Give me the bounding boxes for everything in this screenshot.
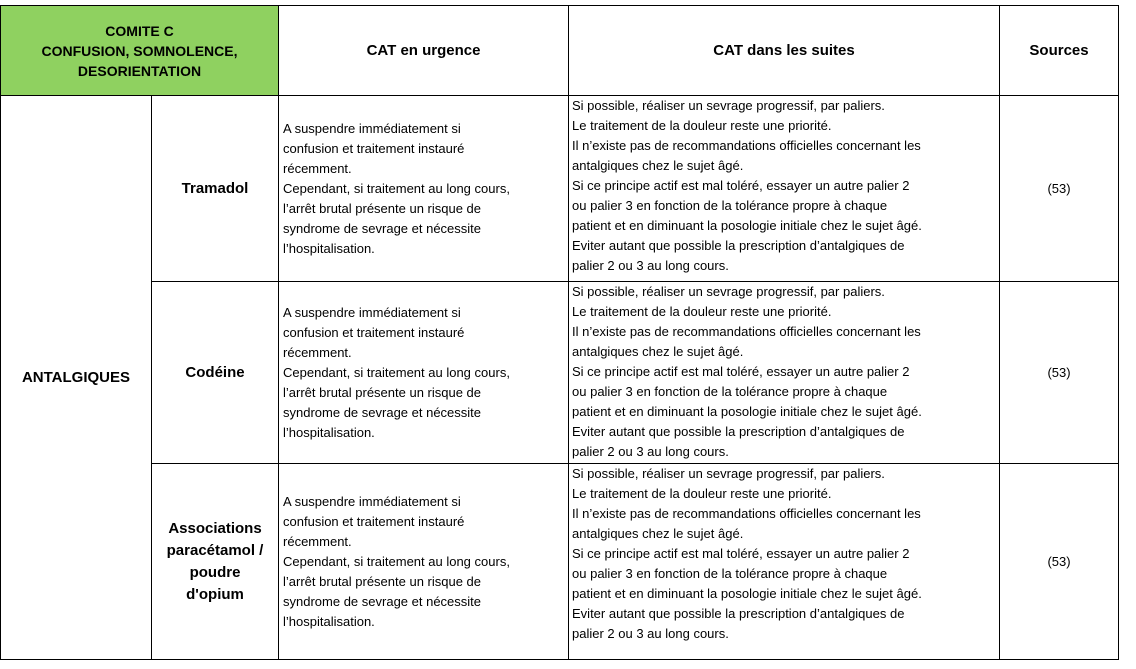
text-line: patient et en diminuant la posologie initiale chez le sujet âgé. — [572, 218, 922, 233]
urgence-cell — [279, 96, 569, 282]
category-cell: ANTALGIQUES — [1, 96, 152, 660]
drug-name-line: d'opium — [186, 585, 244, 603]
text-line: antalgiques chez le sujet âgé. — [572, 344, 744, 359]
drug-name-line: paracétamol / — [166, 541, 264, 559]
text-line: Le traitement de la douleur reste une priorité. — [572, 486, 832, 501]
text-line: syndrome de sevrage et nécessite — [283, 593, 482, 609]
text-line: ou palier 3 en fonction de la tolérance propre à chaque — [572, 566, 888, 581]
suites-cell — [569, 96, 1000, 282]
text-line: confusion et traitement instauré — [283, 324, 465, 340]
drug-name-line: Codéine — [185, 363, 245, 381]
text-line: Cependant, si traitement au long cours, — [283, 364, 510, 380]
source-cell: (53) — [1000, 282, 1119, 464]
text-line: l’arrêt brutal présente un risque de — [283, 573, 482, 589]
committee-line: COMITE C — [105, 22, 174, 39]
text-line: l’arrêt brutal présente un risque de — [283, 200, 482, 216]
text-line: confusion et traitement instauré — [283, 140, 465, 156]
text-line: syndrome de sevrage et nécessite — [283, 220, 482, 236]
table-row — [1, 96, 1119, 282]
text-line: syndrome de sevrage et nécessite — [283, 404, 482, 420]
text-line: Il n’existe pas de recommandations officielles concernant les — [572, 506, 921, 521]
text-line: récemment. — [283, 344, 352, 360]
text-line: A suspendre immédiatement si — [283, 304, 461, 320]
text-line: antalgiques chez le sujet âgé. — [572, 526, 744, 541]
text-line: Le traitement de la douleur reste une priorité. — [572, 118, 832, 133]
drug-name-line: Tramadol — [181, 179, 249, 197]
source-cell: (53) — [1000, 96, 1119, 282]
text-line: Eviter autant que possible la prescription d’antalgiques de — [572, 238, 905, 253]
urgence-cell — [279, 464, 569, 660]
text-line: Cependant, si traitement au long cours, — [283, 553, 510, 569]
source-cell: (53) — [1000, 464, 1119, 660]
text-line: l’arrêt brutal présente un risque de — [283, 384, 482, 400]
urgence-cell — [279, 282, 569, 464]
suites-cell — [569, 464, 1000, 660]
text-line: antalgiques chez le sujet âgé. — [572, 158, 744, 173]
text-line: Si ce principe actif est mal toléré, essayer un autre palier 2 — [572, 178, 910, 193]
text-line: patient et en diminuant la posologie initiale chez le sujet âgé. — [572, 586, 922, 601]
text-line: A suspendre immédiatement si — [283, 493, 461, 509]
col-urgence-header: CAT en urgence — [279, 6, 569, 96]
text-line: ou palier 3 en fonction de la tolérance propre à chaque — [572, 198, 888, 213]
text-line: patient et en diminuant la posologie initiale chez le sujet âgé. — [572, 404, 922, 419]
text-line: palier 2 ou 3 au long cours. — [572, 258, 729, 273]
table-row — [1, 464, 1119, 660]
text-line: Si possible, réaliser un sevrage progressif, par paliers. — [572, 98, 885, 113]
text-line: Le traitement de la douleur reste une priorité. — [572, 304, 832, 319]
committee-header — [1, 6, 279, 96]
text-line: ou palier 3 en fonction de la tolérance propre à chaque — [572, 384, 888, 399]
text-line: Eviter autant que possible la prescription d’antalgiques de — [572, 606, 905, 621]
text-line: Si possible, réaliser un sevrage progressif, par paliers. — [572, 466, 885, 481]
text-line: Cependant, si traitement au long cours, — [283, 180, 510, 196]
drug-name — [152, 282, 279, 464]
text-line: Il n’existe pas de recommandations officielles concernant les — [572, 324, 921, 339]
table-row — [1, 282, 1119, 464]
text-line: l’hospitalisation. — [283, 424, 375, 440]
text-line: Il n’existe pas de recommandations officielles concernant les — [572, 138, 921, 153]
drug-name — [152, 96, 279, 282]
text-line: l’hospitalisation. — [283, 240, 375, 256]
text-line: Si ce principe actif est mal toléré, essayer un autre palier 2 — [572, 364, 910, 379]
text-line: palier 2 ou 3 au long cours. — [572, 444, 729, 459]
text-line: Eviter autant que possible la prescription d’antalgiques de — [572, 424, 905, 439]
text-line: Si possible, réaliser un sevrage progressif, par paliers. — [572, 284, 885, 299]
committee-line: CONFUSION, SOMNOLENCE, — [41, 42, 238, 59]
drug-name-line: Associations — [168, 519, 262, 537]
text-line: récemment. — [283, 160, 352, 176]
text-line: A suspendre immédiatement si — [283, 120, 461, 136]
text-line: Si ce principe actif est mal toléré, essayer un autre palier 2 — [572, 546, 910, 561]
col-suites-header: CAT dans les suites — [569, 6, 1000, 96]
drug-name — [152, 464, 279, 660]
text-line: confusion et traitement instauré — [283, 513, 465, 529]
suites-cell — [569, 282, 1000, 464]
recommendation-table — [0, 5, 1119, 660]
committee-line: DESORIENTATION — [77, 62, 202, 79]
col-sources-header: Sources — [1000, 6, 1119, 96]
drug-name-line: poudre — [189, 563, 241, 581]
text-line: l’hospitalisation. — [283, 613, 375, 629]
header-row — [1, 6, 1119, 96]
text-line: palier 2 ou 3 au long cours. — [572, 626, 729, 641]
text-line: récemment. — [283, 533, 352, 549]
